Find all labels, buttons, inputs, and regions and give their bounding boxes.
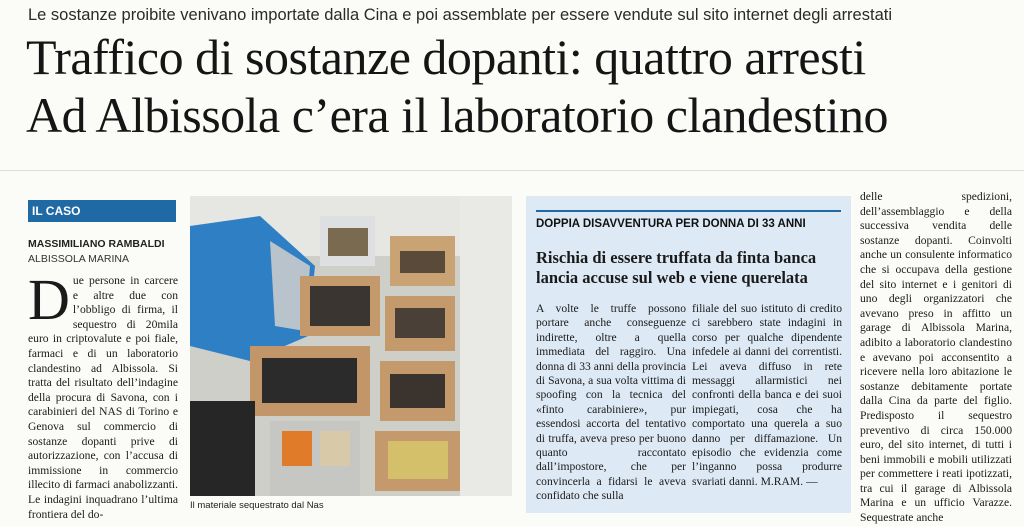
seized-material-photo	[190, 196, 512, 496]
sidebar-title: Rischia di essere truffata da finta banca lancia accuse sul web e viene querelata	[536, 248, 817, 287]
divider	[0, 170, 1024, 171]
author-byline: MASSIMILIANO RAMBALDI	[28, 238, 165, 250]
sidebar-column-1: A volte le truffe possono portare anche conseguenze indirette, oltre a quella immediata del raggiro. Una donna di 33 anni della provincia di Savona, a sua volta vittima di spoofing con la tecnica del «finto carabiniere», pur essendosi accorta del tentativo di truffa, aveva preso per buono quanto raccontato dall’impostore, che per convincerla a fidarsi le aveva confidato che sulla	[536, 302, 686, 503]
body-left-column	[28, 267, 179, 522]
headline-line-1: Traffico di sostanze dopanti: quattro arresti	[26, 29, 866, 85]
sidebar-label: DOPPIA DISAVVENTURA PER DONNA DI 33 ANNI	[536, 210, 841, 230]
sidebar-box	[526, 196, 851, 513]
body-left-text: ue persone in carcere e altre due con l’obbligo di firma, il sequestro di 20mila euro in criptovalute e poi fiale, farmaci e di un laboratorio clandestino ad Albissola. Si tratta del risultato dell’indagine della procura di Savona, con i carabinieri del NAS di Torino e Genova sul commercio di sostanze dopanti prive di autorizzazione, con l’accusa di immissione in commercio illecito di farmaci anabolizzanti. Le indagini inquadrano l’ultima frontiera del do-	[28, 274, 179, 521]
photo-caption: Il materiale sequestrato dal Nas	[190, 500, 324, 511]
dateline: ALBISSOLA MARINA	[28, 253, 129, 265]
article-kicker: Le sostanze proibite venivano importate dalla Cina e poi assemblate per essere vendute sul sito internet degli arrestati	[28, 6, 892, 24]
sidebar-column-2: filiale del suo istituto di credito ci sarebbero state indagini in corso per qualche dipendente infedele ai danni dei correntisti. Lei aveva diffuso in rete messaggi allarmistici nei confronti della banca e dei suoi impiegati, cosa che ha comportato una querela a suo danno per diffamazione. Un episodio che evidenzia come l’inganno possa produrre svariati danni. M.RAM. —	[692, 302, 842, 488]
headline-line-2: Ad Albissola c’era il laboratorio clandestino	[26, 87, 888, 143]
photo-illustration	[190, 196, 512, 496]
dropcap: D	[28, 267, 70, 332]
body-right-column: delle spedizioni, dell’assemblaggio e della successiva vendita delle sostanze dopanti. Coinvolti anche un consulente informatico che si occupava della gestione del sito internet e i genitori di uno degli organizzatori che avevano preso in affitto un garage di Albissola Marina, adibito a laboratorio clandestino e avevano poi acconsentito a ricevere nella loro abitazione le sostanze debitamente portate dalla Cina da parte del figlio. Predisposto il sequestro preventivo di circa 150.000 euro, del sito internet, di tutti i beni immobili e mobili utilizzati per commettere i reati ipotizzati, tra cui il garage di Albissola Marina e un ufficio Varazze. Sequestrate anche	[860, 190, 1012, 525]
section-tag: IL CASO	[28, 200, 176, 222]
